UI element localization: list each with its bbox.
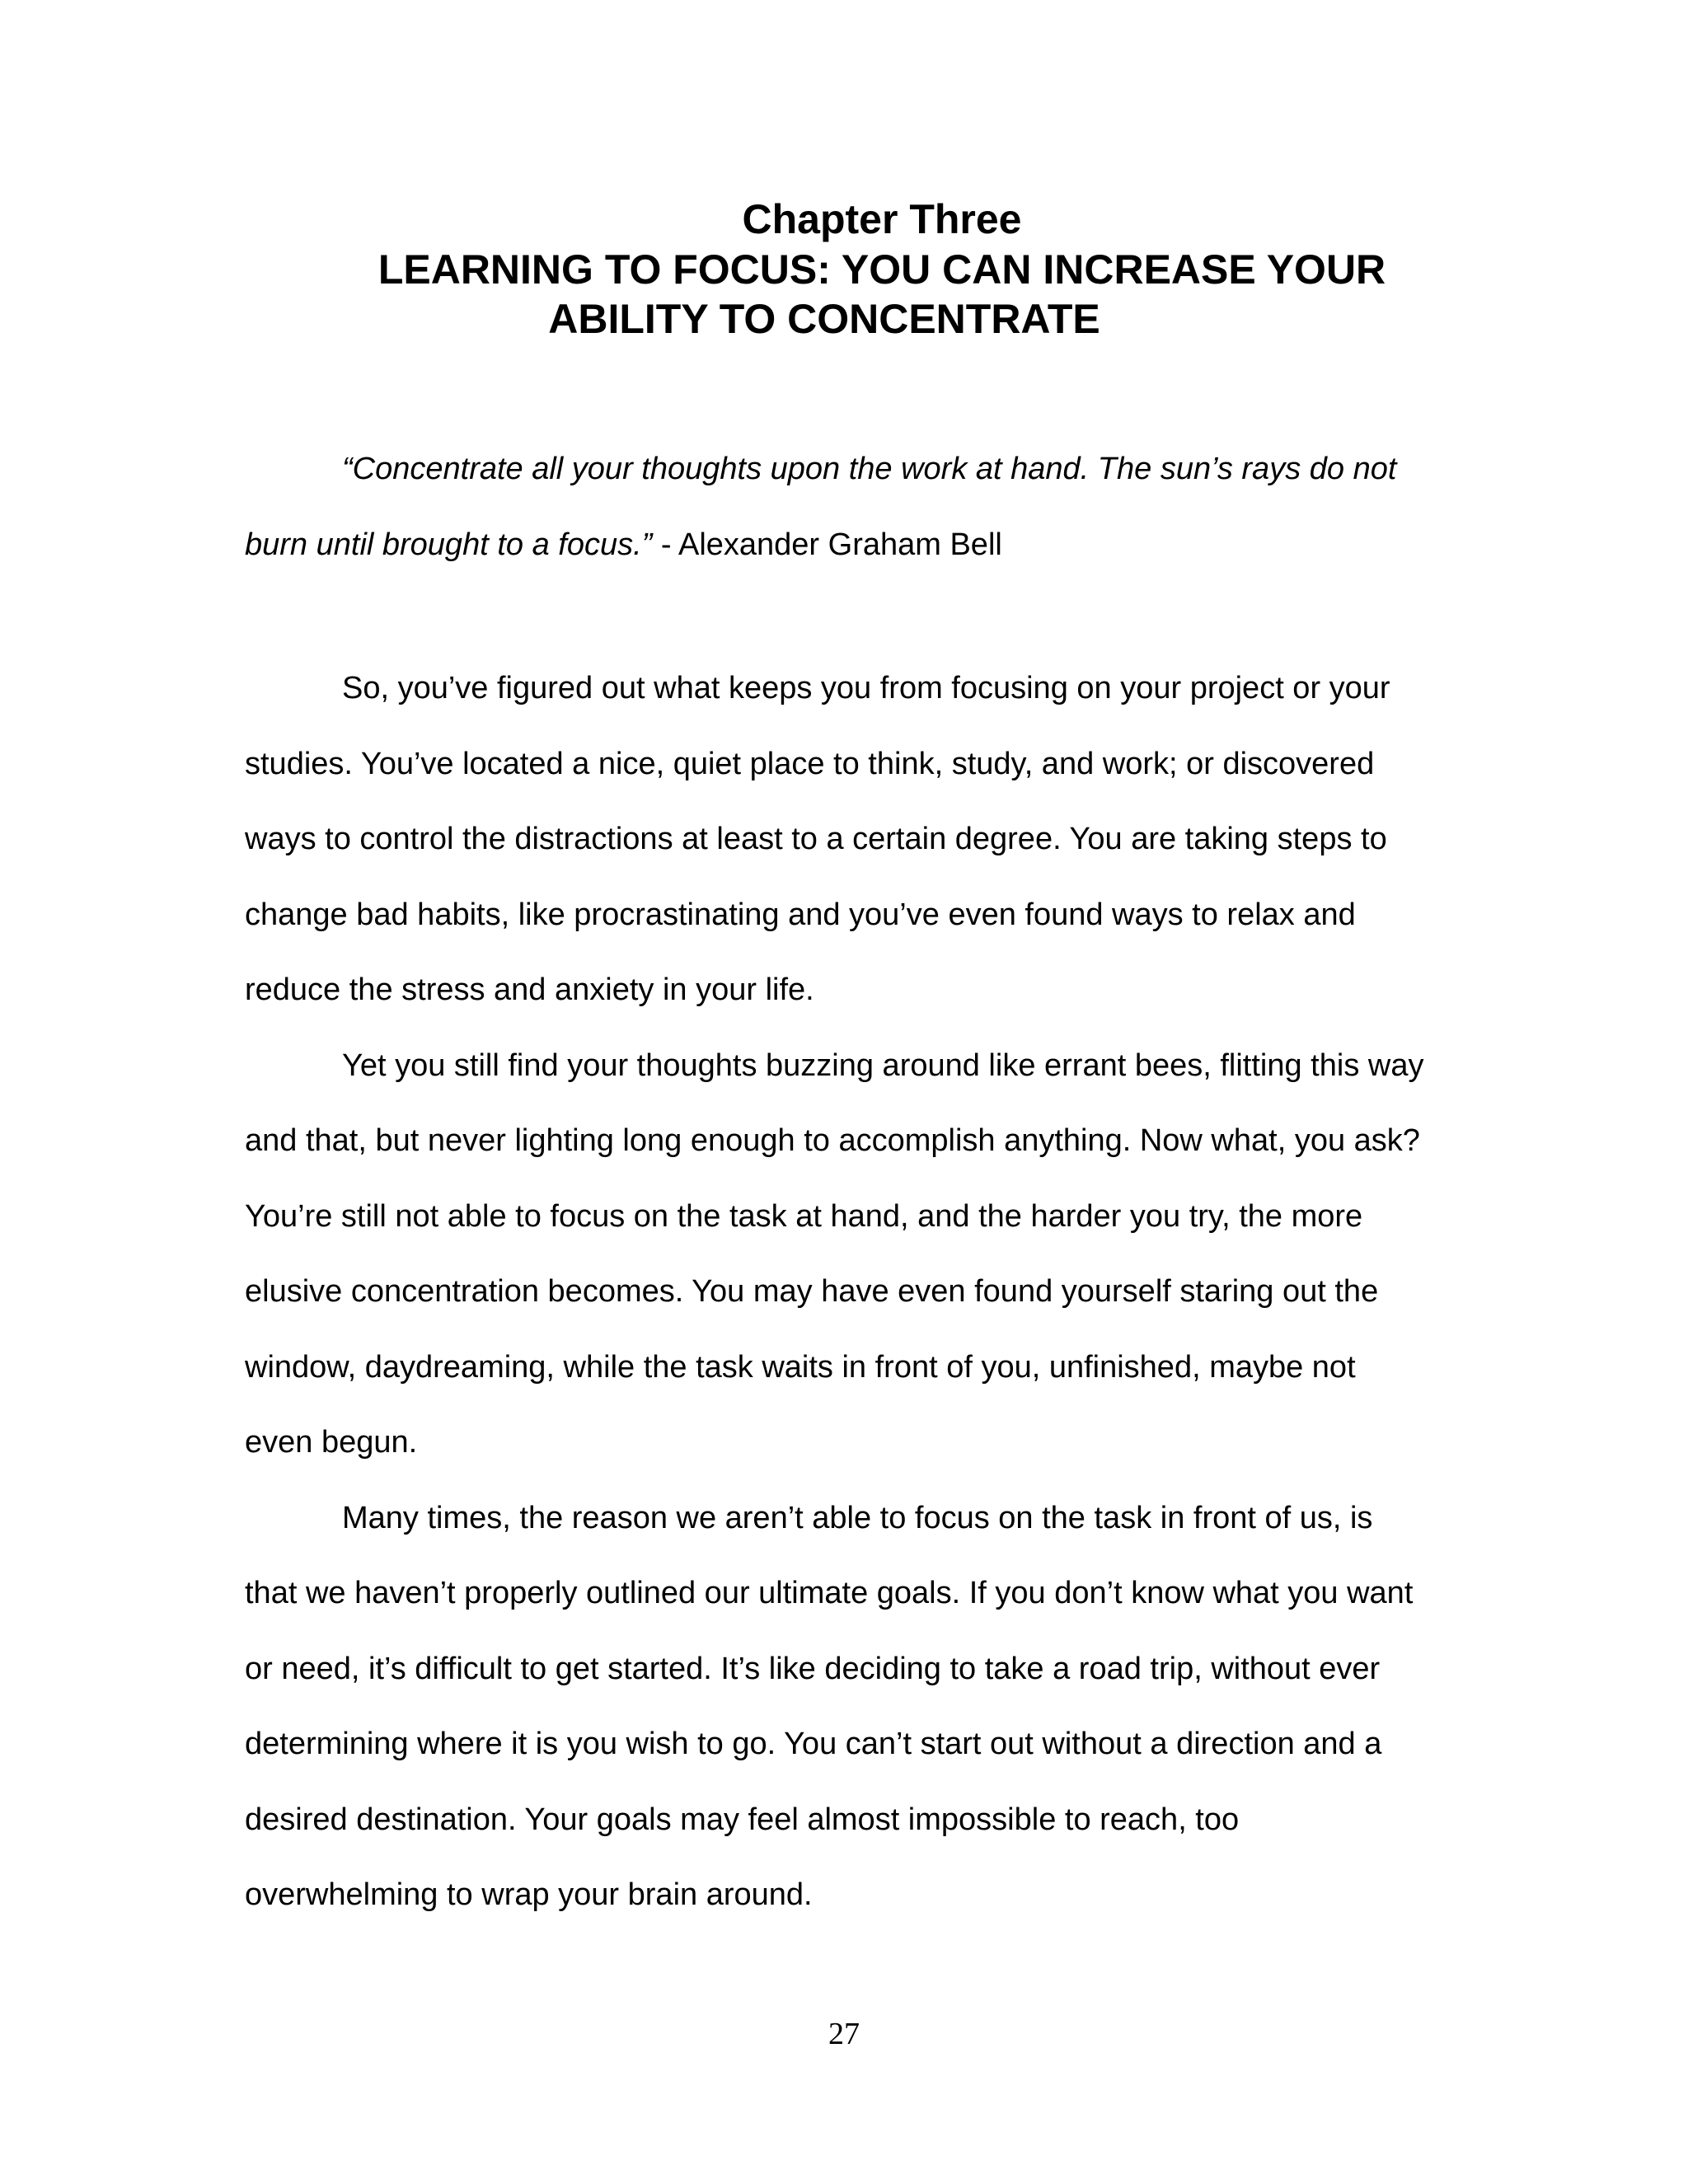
epigraph-quote: “Concentrate all your thoughts upon the work at hand. The sun’s rays do not burn until brought to a focus.” — [245, 452, 1397, 562]
paragraph-1: So, you’ve figured out what keeps you from focusing on your project or your studies. You’ve located a nice, quiet place to think, study, and work; or discovered ways to control the distractions at least to a certain degree. You are taking steps to change bad habits, like procrastinating and you’ve even found ways to relax and reduce the stress and anxiety in your life. — [245, 671, 1390, 1007]
page-number: 27 — [828, 2017, 860, 2051]
chapter-title-line-1: LEARNING TO FOCUS: YOU CAN INCREASE YOUR — [377, 246, 1386, 293]
paragraph-3: Many times, the reason we aren’t able to focus on the task in front of us, is that we haven’t properly outlined our ultimate goals. If you don’t know what you want or need, it’s difficult to get started. It’s like deciding to take a road trip, without ever determining where it is you wish to go. You can’t start out without a direction and a desired destination. Your goals may feel almost impossible to reach, too overwhelming to wrap your brain around. — [245, 1500, 1414, 1912]
chapter-label: Chapter Three — [742, 196, 1022, 242]
epigraph-paragraph — [245, 432, 1432, 583]
chapter-title-line-2: ABILITY TO CONCENTRATE — [548, 296, 1100, 342]
epigraph — [245, 432, 1432, 583]
body-text — [245, 651, 1432, 1933]
paragraph-2: Yet you still find your thoughts buzzing around like errant bees, flitting this way and that, but never lighting long enough to accomplish anything. Now what, you ask? You’re still not able to focus on the task at hand, and the harder you try, the more elusive concentration becomes. You may have even found yourself staring out the window, daydreaming, while the task waits in front of you, unfinished, maybe not even begun. — [245, 1047, 1424, 1460]
epigraph-attribution: - Alexander Graham Bell — [652, 527, 1002, 562]
